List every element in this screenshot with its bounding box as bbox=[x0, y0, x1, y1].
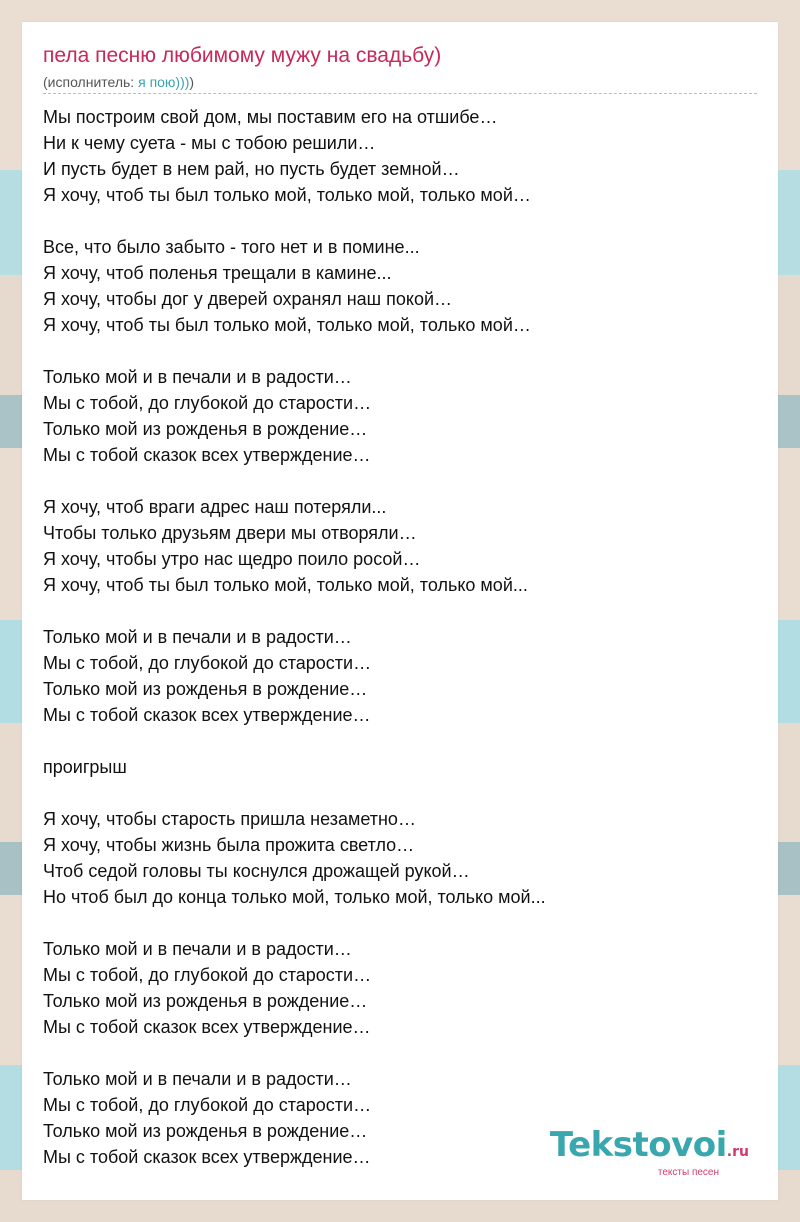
logo-tagline: тексты песен bbox=[657, 1167, 719, 1178]
lyrics-line: Только мой и в печали и в радости… bbox=[43, 367, 352, 387]
lyrics-line: Только мой из рожденья в рождение… bbox=[43, 679, 368, 699]
lyrics-stanza bbox=[43, 754, 763, 780]
lyrics-stanza bbox=[43, 494, 763, 598]
lyrics-line: Мы с тобой сказок всех утверждение… bbox=[43, 705, 371, 725]
lyrics-line: Мы с тобой сказок всех утверждение… bbox=[43, 1147, 371, 1167]
lyrics-line: Я хочу, чтобы жизнь была прожита светло… bbox=[43, 835, 415, 855]
artist-prefix: (исполнитель: bbox=[43, 74, 139, 90]
lyrics-line: Все, что было забыто - того нет и в помине... bbox=[43, 237, 420, 257]
lyrics-line: Только мой и в печали и в радости… bbox=[43, 939, 352, 959]
lyrics-line: Я хочу, чтоб ты был только мой, только мой, только мой... bbox=[43, 575, 528, 595]
title-divider bbox=[43, 93, 757, 94]
lyrics-line: Я хочу, чтобы дог у дверей охранял наш покой… bbox=[43, 289, 453, 309]
lyrics-line: И пусть будет в нем рай, но пусть будет земной… bbox=[43, 159, 460, 179]
artist-suffix: ) bbox=[189, 74, 195, 90]
logo-tld: .ru bbox=[726, 1144, 749, 1160]
lyrics-line: Только мой из рожденья в рождение… bbox=[43, 1121, 368, 1141]
artist-link[interactable]: я пою))) bbox=[138, 74, 190, 90]
lyrics-line: Мы с тобой сказок всех утверждение… bbox=[43, 445, 371, 465]
artist-line bbox=[43, 74, 194, 90]
site-logo[interactable] bbox=[549, 1125, 749, 1178]
logo-name: Tekstovoi bbox=[549, 1125, 727, 1165]
lyrics-line: Мы с тобой, до глубокой до старости… bbox=[43, 653, 372, 673]
lyrics-line: Я хочу, чтоб ты был только мой, только мой, только мой… bbox=[43, 315, 531, 335]
lyrics-card bbox=[22, 22, 778, 1200]
lyrics-line: Только мой из рожденья в рождение… bbox=[43, 419, 368, 439]
lyrics-stanza bbox=[43, 806, 763, 910]
lyrics-stanza bbox=[43, 234, 763, 338]
lyrics-stanza bbox=[43, 104, 763, 208]
lyrics-line: Мы построим свой дом, мы поставим его на отшибе… bbox=[43, 107, 498, 127]
lyrics-line: Я хочу, чтоб враги адрес наш потеряли... bbox=[43, 497, 387, 517]
lyrics-line: Я хочу, чтобы старость пришла незаметно… bbox=[43, 809, 416, 829]
lyrics-line: Ни к чему суета - мы с тобою решили… bbox=[43, 133, 376, 153]
lyrics-line: Только мой из рожденья в рождение… bbox=[43, 991, 368, 1011]
lyrics-stanza bbox=[43, 936, 763, 1040]
song-title: пела песню любимому мужу на свадьбу) bbox=[43, 44, 442, 67]
lyrics-line: Но чтоб был до конца только мой, только мой, только мой... bbox=[43, 887, 546, 907]
lyrics-stanza bbox=[43, 624, 763, 728]
lyrics-line: Мы с тобой, до глубокой до старости… bbox=[43, 965, 372, 985]
lyrics-line: Я хочу, чтоб поленья трещали в камине... bbox=[43, 263, 392, 283]
lyrics-line: Мы с тобой, до глубокой до старости… bbox=[43, 1095, 372, 1115]
lyrics-line: Чтобы только друзьям двери мы отворяли… bbox=[43, 523, 417, 543]
lyrics-line: Мы с тобой, до глубокой до старости… bbox=[43, 393, 372, 413]
lyrics-line: Я хочу, чтобы утро нас щедро поило росой… bbox=[43, 549, 421, 569]
lyrics-line: Только мой и в печали и в радости… bbox=[43, 627, 352, 647]
lyrics-line: Я хочу, чтоб ты был только мой, только мой, только мой… bbox=[43, 185, 531, 205]
lyrics-stanza bbox=[43, 364, 763, 468]
lyrics-line: Мы с тобой сказок всех утверждение… bbox=[43, 1017, 371, 1037]
lyrics-line: Чтоб седой головы ты коснулся дрожащей рукой… bbox=[43, 861, 470, 881]
lyrics-line: проигрыш bbox=[43, 757, 127, 777]
lyrics-text bbox=[43, 104, 763, 1196]
logo-wordmark bbox=[549, 1125, 749, 1169]
lyrics-line: Только мой и в печали и в радости… bbox=[43, 1069, 352, 1089]
